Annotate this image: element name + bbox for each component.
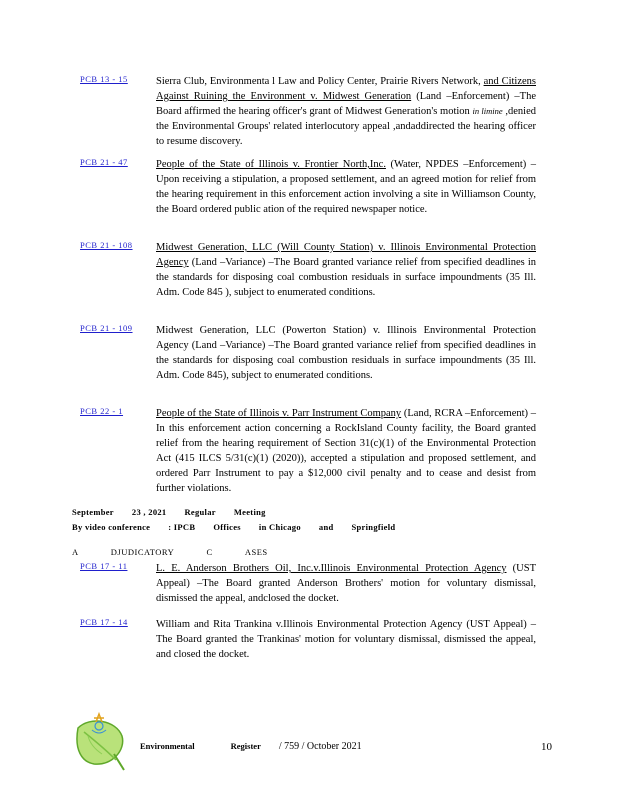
meeting-header <box>72 505 413 535</box>
entry-description: People of the State of Illinois v. Frontier North,Inc. (Water, NPDES –Enforcement) –Upon receiving a stipulation, a proposed settlement, and an agreed motion for relief from the hearing requirement in this enforcement action involving a site in Williamson County, the Board ordered public ation of the required newspaper notice. <box>156 159 536 215</box>
case-caption: and Citizens Against Ruining the Environment v. Midwest Generation <box>156 76 536 102</box>
case-caption: L. E. Anderson Brothers Oil, Inc.v.Illinois Environmental Protection Agency <box>156 563 507 574</box>
meeting-location-line: By video conference : IPCB Offices in Chicago and Springfield <box>72 522 396 532</box>
leaf-logo-icon <box>72 710 128 772</box>
entry-description: Midwest Generation, LLC (Powerton Station) v. Illinois Environmental Protection Agency (Land –Variance) –The Board granted variance relief from specified deadlines in the standards for disposing coal combustion residuals in surface impoundments (35 Ill. Adm. Code 845), subject to enumerated conditions. <box>156 325 536 381</box>
docket-link[interactable]: PCB 21 - 47 <box>80 157 128 167</box>
case-caption: People of the State of Illinois v. Parr Instrument Company <box>156 408 402 419</box>
docket-link[interactable]: PCB 17 - 14 <box>80 617 128 627</box>
entry-description: People of the State of Illinois v. Parr Instrument Company (Land, RCRA –Enforcement) –In this enforcement action concerning a RockIsland County facility, the Board granted relief from the hearing requirement of Section 31(c)(1) of the Environmental Protection Act (415 ILCS 5/31(c)(1) (2020)), accepted a stipulation and proposed settlement, and ordered Parr Instrument to pay a $12,000 civil penalty and to cease and desist from further violations. <box>156 408 536 494</box>
case-caption: Midwest Generation, LLC (Will County Station) v. Illinois Environmental Protection Agency <box>156 242 536 268</box>
entry-description: Sierra Club, Environmenta l Law and Policy Center, Prairie Rivers Network, and Citizens Against Ruining the Environment v. Midwest Generation (Land –Enforcement) –The Board affirmed the hearing officer's grant of Midwest Generation's motion in limine ,denied the Environmental Groups' related interlocutory appeal ,andaddirected the hearing officer to resume discovery. <box>156 76 537 147</box>
page-number: 10 <box>541 741 552 753</box>
footer-issue: / 759 / October 2021 <box>278 741 362 752</box>
docket-link[interactable]: PCB 13 - 15 <box>80 74 128 84</box>
entry-description: William and Rita Trankina v.Illinois Environmental Protection Agency (UST Appeal) –The Board granted the Trankinas' motion for voluntary dismissal, dismissed the appeal, and closed the docket. <box>156 619 536 660</box>
entry-description: L. E. Anderson Brothers Oil, Inc.v.Illinois Environmental Protection Agency (UST Appeal) –The Board granted Anderson Brothers' motion for voluntary dismissal, dismissed the appeal, andclosed the docket. <box>156 563 536 604</box>
case-caption: People of the State of Illinois v. Frontier North,Inc. <box>156 159 386 170</box>
entry-description: Midwest Generation, LLC (Will County Station) v. Illinois Environmental Protection Agency (Land –Variance) –The Board granted variance relief from specified deadlines in the standards for disposing coal combustion residuals in surface impoundments (35 Ill. Adm. Code 845 ), subject to enumerated conditions. <box>156 242 536 298</box>
docket-link[interactable]: PCB 21 - 109 <box>80 323 133 333</box>
meeting-date-line: September 23 , 2021 Regular Meeting <box>72 507 266 517</box>
docket-link[interactable]: PCB 22 - 1 <box>80 406 124 416</box>
footer-title: Environmental <box>140 741 195 751</box>
section-heading: A DJUDICATORY C ASES <box>72 547 268 557</box>
page-footer <box>140 741 552 752</box>
footer-register: Register <box>230 741 261 751</box>
docket-link[interactable]: PCB 21 - 108 <box>80 240 133 250</box>
docket-link[interactable]: PCB 17 - 11 <box>80 561 128 571</box>
